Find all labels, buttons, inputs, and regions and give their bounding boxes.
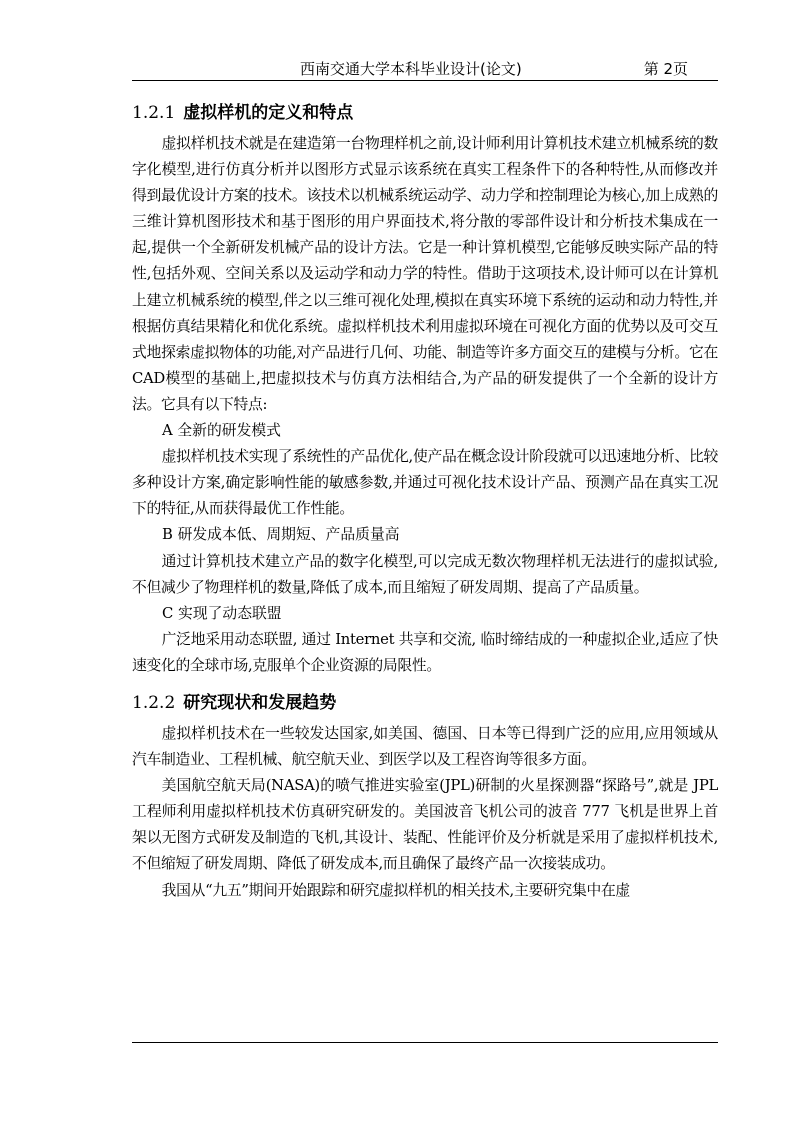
page-number: 第 2页	[643, 60, 688, 78]
paragraph-feature-a: 虚拟样机技术实现了系统性的产品优化,使产品在概念设计阶段就可以迅速地分析、比较多种设计方案,确定影响性能的敏感参数,并通过可视化技术设计产品、预测产品在真实工况下的特征,从而获得最优工作性能。	[132, 448, 718, 518]
section-number: 1.2.1	[132, 103, 176, 123]
paragraph-china: 我国从“九五”期间开始跟踪和研究虚拟样机的相关技术,主要研究集中在虚	[161, 881, 630, 899]
section-heading-1-2-2	[132, 688, 718, 713]
paragraph-feature-b: 通过计算机技术建立产品的数字化模型,可以完成无数次物理样机无法进行的虚拟试验,不但减少了物理样机的数量,降低了成本,而且缩短了研发周期、提高了产品质量。	[132, 552, 718, 596]
section-title: 研究现状和发展趋势	[183, 692, 337, 713]
header-title: 西南交通大学本科毕业设计(论文)	[300, 60, 522, 78]
page-header	[132, 56, 718, 81]
paragraph-nasa-boeing: 美国航空航天局(NASA)的喷气推进实验室(JPL)研制的火星探测器“探路号”,就是 JPL 工程师利用虚拟样机技术仿真研究研发的。美国波音飞机公司的波音 777 飞机是世界上首架以无图方式研发及制造的飞机,其设计、装配、性能评价及分析就是采用了虚拟样机技术,不但缩短了研发周期、降低了研发成本,而且确保了最终产品一次接装成功。	[132, 777, 718, 873]
section-title: 虚拟样机的定义和特点	[183, 103, 354, 123]
paragraph-definition: 虚拟样机技术就是在建造第一台物理样机之前,设计师利用计算机技术建立机械系统的数字化模型,进行仿真分析并以图形方式显示该系统在真实工程条件下的各种特性,从而修改并得到最优设计方案的技术。该技术以机械系统运动学、动力学和控制理论为核心,加上成熟的三维计算机图形技术和基于图形的用户界面技术,将分散的零部件设计和分析技术集成在一起,提供一个全新研发机械产品的设计方法。它是一种计算机模型,它能够反映实际产品的特性,包括外观、空间关系以及运动学和动力学的特性。借助于这项技术,设计师可以在计算机上建立机械系统的模型,伴之以三维可视化处理,模拟在真实环境下系统的运动和动力特性,并根据仿真结果精化和优化系统。虚拟样机技术利用虚拟环境在可视化方面的优势以及可交互式地探索虚拟物体的功能,对产品进行几何、功能、制造等许多方面交互的建模与分析。它在CAD模型的基础上,把虚拟技术与仿真方法相结合,为产品的研发提供了一个全新的设计方法。它具有以下特点:	[132, 135, 718, 413]
document-body	[132, 98, 718, 904]
section-number: 1.2.2	[132, 692, 176, 713]
paragraph-feature-c: 广泛地采用动态联盟, 通过 Internet 共享和交流, 临时缔结成的一种虚拟企业,适应了快速变化的全球市场,克服单个企业资源的局限性。	[132, 630, 718, 674]
footer-rule	[132, 1042, 718, 1043]
feature-b-heading: B 研发成本低、周期短、产品质量高	[162, 526, 400, 544]
section-heading-1-2-1	[132, 98, 718, 123]
feature-c-heading: C 实现了动态联盟	[162, 604, 282, 622]
feature-a-heading: A 全新的研发模式	[162, 422, 281, 440]
paragraph-applications: 虚拟样机技术在一些较发达国家,如美国、德国、日本等已得到广泛的应用,应用领域从汽车制造业、工程机械、航空航天业、到医学以及工程咨询等很多方面。	[132, 724, 718, 769]
